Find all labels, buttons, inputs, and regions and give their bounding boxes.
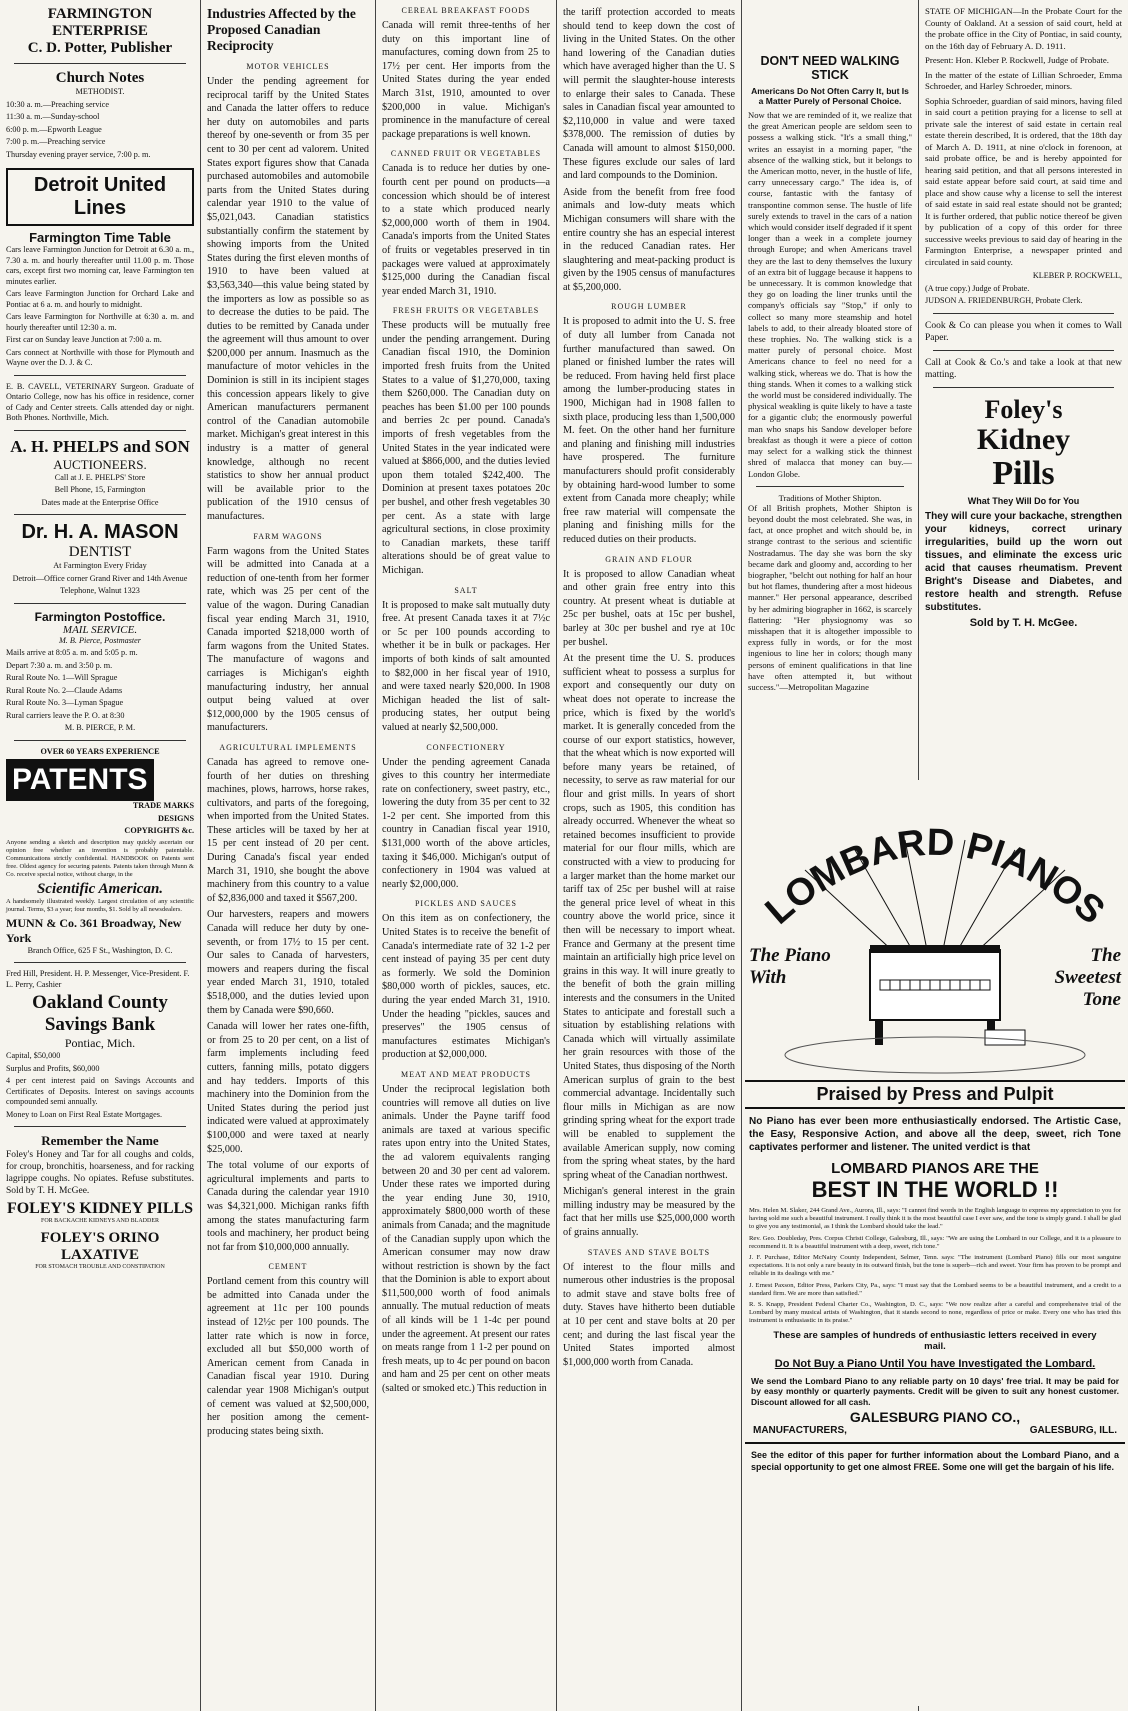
- po-line: M. B. PIERCE, P. M.: [64, 723, 136, 732]
- article-paragraph: Canada will lower her rates one-fifth, or from 25 to 20 per cent, on a list of farm implements including feed cutters, fanning mills, potato diggers and hay tedders. Imports of this machinery into the Dominion from the United States during the period just indicated were valued at approximately $100,000 and were taxed at nearly $25,000.: [207, 1021, 369, 1155]
- foley-pills-line3: Pills: [992, 454, 1055, 492]
- church-line: 7:00 p. m.—Preaching service: [6, 137, 106, 146]
- dul-paragraph: Cars connect at Northville with those for Plymouth and Wayne over the D. J. & C.: [6, 347, 194, 367]
- po-postmaster: M. B. Pierce, Postmaster: [58, 635, 141, 645]
- lombard-testimonial: J. Ernest Paxson, Editor Press, Parkers City, Pa., says: "I must say that the Lombard seems to be a beautiful instrument, and a credit to a standard firm. We are more than satisfied.": [749, 1281, 1121, 1297]
- phelps-sub: AUCTIONEERS.: [53, 456, 147, 472]
- article-paragraph: Of interest to the flour mills and numerous other industries is the proposal to admit stave and stave bolts free of duty. Staves have hitherto been dutiable at 10 per cent and stave bolts at 20 per cent; and during the last fiscal year the United States imported almost $1,000,000 worth from Canada.: [563, 1261, 735, 1368]
- sci-body: A handsomely illustrated weekly. Largest circulation of any scientific journal. Terms, $3 a year; four months, $1. Sold by all newsdealers.: [6, 897, 194, 913]
- bank-money: Money to Loan on First Real Estate Mortgages.: [6, 1109, 162, 1119]
- walking-stick-title: DON'T NEED WALKING STICK: [760, 54, 900, 82]
- article-paragraph: Under the reciprocal legislation both countries will remove all duties on live animals. Under the Payne tariff food animals are taxed at various specific rates upon entry into the United States, the ad valorem equivalents ranging between 20 and 30 per cent ad valorem. Under these rates we imported during the year ending June 30, 1910, approximately $800,000 worth of these animals from Canada; and the magnitude of the Canadian supply upon which the American consumer may now draw without restriction is shown by the fact that the Dominion is able to export about $11,500,000 worth of food animals annually. The mutual reduction of meats of all kinds will be 1 1-4c per pound under the agreement. At present our rates on meats range from 1 1-2 per pound on fresh meats, up to 4c per pound on bacon and ham and 25 per cent on other meats (salted or smoked etc.) This reduction in: [382, 1083, 550, 1395]
- church-denomination: METHODIST.: [75, 87, 125, 96]
- article-paragraph: On this item as on confectionery, the United States is to receive the benefit of Canada's intermediate rate of 32 1-2 per cent instead of paying 35 per cent duty as formerly. We sold the Dominion $80,000 worth of pickles, sauces, etc. during the year ended March 31, 1910. Under the heading "pickles, sauces and preserves" the 1905 census of manufactures estimates Michigan's production at $2,000,000.: [382, 913, 550, 1061]
- patents-body: Anyone sending a sketch and description may quickly ascertain our opinion free whether an invention is probably patentable. Communications strictly confidential. HANDBOOK on Patents sent free. Oldest agency for securing patents. Patents taken through Munn & Co. receive special notice, without charge, in the: [6, 838, 194, 878]
- walking-stick-body: Now that we are reminded of it, we realize that the great American people are seldom seen to possess a walking stick. "It's a small thing," writes an essayist in a morning paper, "the absence of the walking stick, but it belongs to the American motto, never, in the hustle of life, carry unnecessary cargo." The idea is, of course, fantastic with the fantasy of transpontine common sense. The hustle of life surely extends to travel in the cars of a nation which would consider itself degraded if it spent longer than a week in a complete journey through Europe; and when Americans travel they are the last to deny themselves the luxury of an extra bit of luggage because it happens to be unnecessary. It is common knowledge that they go on loading the liner trunks until the company's officials say "Stop," if only to collect so many more steamship and hotel labels to add, to their already bloated store of these trophies. No. The walking stick is a matter purely of personal choice. Most Americans chance to feel no need for a walking stick, whereas we do. That is how the thing stands. When it comes to a walking stick the world must be considered individually. The physical weakling is quite likely to have a taste for a gigantic club; the enormously powerful man who snaps his Sandow developer before breakfast as though it were a piece of cotton may select for a walking stick the thinnest shred of malacca that money can buy.—London Globe.: [748, 110, 912, 479]
- foley-orino-logo: FOLEY'S ORINO LAXATIVE: [40, 1230, 160, 1263]
- section-head: CEMENT: [268, 1262, 308, 1272]
- foley-kidney-logo: FOLEY'S KIDNEY PILLS: [6, 1200, 194, 1217]
- probate-petition: Sophia Schroeder, guardian of said minors, having filed in said court a petition praying for a license to sell at private sale the interest of said estate in certain real estate therein described, It is ordered, that the 18th day of March A. D. 1911, at nine o'clock in forenoon, at said probate office, be and is hereby appointed for hearing said petition, and that all persons interested in said estate appear before said court, at said time and place and show cause why a license to sell the interest of said estate in said real estate should not be granted; It is further ordered, that public notice thereof be given by publication of a copy of this order for three successive weeks previous to said day of hearing in the Farmington Enterprise, a newspaper printed and circulated in said county.: [925, 95, 1122, 267]
- lombard-testimonial: Mrs. Helen M. Slaker, 244 Grand Ave., Aurora, Ill., says: "I cannot find words in the English language to express my appreciation to you for having sold me such a beautiful instrument. I really think it is the most beautiful case I ever saw, and the tone is simply grand. I shall be glad to give you any testimonial, as I think the Lombard should take the lead.": [749, 1207, 1121, 1231]
- bank-capital: Capital, $50,000: [6, 1051, 61, 1060]
- po-line: Depart 7:30 a. m. and 3:50 p. m.: [6, 660, 113, 670]
- phelps-line: Bell Phone, 15, Farmington: [54, 485, 146, 494]
- lombard-send: We send the Lombard Piano to any reliable party on 10 days' free trial. It may be paid for by easy monthly or quarterly payments. Credit will be given to suit any honest customer. Discount allowed for all cash.: [751, 1375, 1119, 1407]
- patents-tm: DESIGNS: [158, 813, 194, 823]
- dul-paragraph: Cars leave Farmington Junction for Detroit at 6.30 a. m., 7.30 a. m. and hourly thereafter until 11.00 p. m. Those cars, except first two morning car, leave Farmington ten minutes earlier.: [6, 245, 194, 286]
- section-head: CONFECTIONERY: [426, 742, 506, 752]
- lombard-samples: These are samples of hundreds of enthusiastic letters received in every mail.: [773, 1329, 1097, 1352]
- church-line: 6:00 p. m.—Epworth League: [6, 124, 102, 134]
- sci-am: Scientific American.: [36, 880, 164, 897]
- phelps-title: A. H. PHELPS and SON: [10, 436, 190, 456]
- dul-paragraph: Cars leave Farmington for Northville at 6:30 a. m. and hourly thereafter until 12:30 a. m.: [6, 312, 194, 332]
- column-2: [201, 0, 375, 1711]
- po-title: Farmington Postoffice.: [34, 609, 166, 624]
- mason-title: Dr. H. A. MASON: [21, 521, 179, 543]
- bank-interest: 4 per cent interest paid on Savings Accounts and Certificates of Deposits. Interest on savings accounts compounded semi annually.: [6, 1076, 194, 1106]
- probate-sig3: JUDSON A. FRIEDENBURGH, Probate Clerk.: [925, 296, 1083, 305]
- church-line: 10:30 a. m.—Preaching service: [6, 99, 109, 109]
- lombard-ad: [745, 780, 1125, 1706]
- section-head: MEAT AND MEAT PRODUCTS: [401, 1069, 531, 1079]
- foley-pills-line2: Kidney: [976, 422, 1071, 456]
- probate-estate: In the matter of the estate of Lillian Schroeder, Emma Schroeder, and Harley Schroeder, minors.: [925, 69, 1122, 91]
- dul-subtitle: Farmington Time Table: [29, 230, 171, 245]
- foley-kidney-sub: FOR BACKACHE KIDNEYS AND BLADDER: [40, 1218, 159, 1224]
- lombard-title: LOMBARD PIANOS: [757, 821, 1113, 933]
- article-paragraph: Under the pending agreement Canada gives to this country her intermediate rate on confectionery, sweet pastry, etc., lowering the duty from 35 per cent to 32 1-2 per cent. She imported from this country in Canadian fiscal year 1910, $131,000 worth of the above articles, taxing it $46,000. Michigan's output of confectionery in 1904 was valued at nearly $2,000,000.: [382, 756, 550, 890]
- article-paragraph: Under the pending agreement for reciprocal tariff by the United States and Canada the latter offers to reduce her duty on automobiles and parts thereof by one-seventh or from 35 per cent to 30 per cent ad valorem. United States export figures show that Canada purchased automobiles and automobile parts from the United States during calendar year 1910 to the value of $5,021,043. Canadian statistics substantially confirm the statement by showing imports from the United States during the first eleven months of 1910 to have been valued at $3,563,340—this value being stated by the importers as low as possible so as to decrease the duties to be paid. The duties to be remitted by Canada under the agreement will thus amount to over $200,000 per annum. Inasmuch as the manufacture of motor vehicles in the Dominion is still in its incipient stages this concession appears likely to give American manufacturers permanent control of the Canadian automobile market. Michigan's great interest in this industry is a matter of general knowledge, although no recent statistics to show her annual product will be available prior to the publication of the 1910 census of manufactures.: [207, 76, 369, 522]
- walking-stick-deck: Americans Do Not Often Carry It, but Is a Matter Purely of Personal Choice.: [751, 86, 909, 106]
- column-6: [919, 0, 1128, 760]
- column-3: [376, 0, 556, 1711]
- lombard-testimonial: R. S. Knapp, President Federal Charter Co., Washington, D. C., says: "We now realize after a careful and comprehensive trial of the Lombard by many musical artists of Washington, that it stands second to none, regardless of price or make. Every one who has tried this instrument is enthusiastic in its praise.": [749, 1301, 1121, 1325]
- section-head: STAVES AND STAVE BOLTS: [587, 1247, 711, 1257]
- lombard-best-1: LOMBARD PIANOS ARE THE: [831, 1160, 1039, 1177]
- church-line: Thursday evening prayer service, 7:00 p. m.: [6, 149, 151, 159]
- munn-addr: 361 Broadway, New York: [6, 915, 182, 945]
- lombard-testimonial: J. F. Purchase, Editor McNairy County Independent, Selmer, Tenn. says: "The instrument (Lombard Piano) fills our most sanguine expectations. It is not only a rare beauty in its outward finish, but the tone is superb—rich and sweet. Your firm has proven to be prompt and reliable in its dealings with me.": [749, 1254, 1121, 1278]
- section-head: AGRICULTURAL IMPLEMENTS: [219, 742, 357, 752]
- bank-officers: Fred Hill, President. H. P. Messenger, Vice-President. F. L. Perry, Cashier: [6, 969, 190, 989]
- foley-pills-body: They will cure your backache, strengthen your kidneys, correct urinary irregularities, build up the worn out tissues, and eliminate the excess uric acid that causes rheumatism. Prevent Bright's Disease and Diabetes, and restore health and strength. Refuse substitutes.: [925, 510, 1122, 613]
- lombard-right: The Sweetest Tone: [1054, 945, 1121, 1010]
- mason-sub: DENTIST: [68, 544, 132, 560]
- svg-text:LOMBARD PIANOS: [758, 822, 1113, 933]
- lombard-company: GALESBURG PIANO CO.,: [849, 1409, 1021, 1426]
- foley-pills-line1: Foley's: [984, 394, 1063, 424]
- cook-ad-1: Cook & Co can please you when it comes to Wall Paper.: [925, 320, 1122, 343]
- dul-paragraph: Cars leave Farmington Junction for Orchard Lake and Pontiac at 6 a. m. and hourly to midnight.: [6, 289, 194, 309]
- section-head: PICKLES AND SAUCES: [414, 899, 517, 909]
- article-title: Industries Affected by the Proposed Canadian Reciprocity: [207, 6, 356, 53]
- bank-name: Oakland County Savings Bank: [32, 992, 168, 1035]
- article-paragraph: Our harvesters, reapers and mowers Canada will reduce her duty by one-seventh, or from 17½ to 15 per cent. Our sales to Canada of harvesters, mowers and reapers during the fiscal year ended March 31, 1910, totaled $518,000, and the duties levied upon them by Canada were $90,660.: [207, 909, 369, 1016]
- section-head: CANNED FRUIT OR VEGETABLES: [390, 149, 542, 159]
- foley-pills-tag: What They Will Do for You: [967, 495, 1080, 506]
- munn: MUNN & Co.: [6, 915, 77, 930]
- po-line: Rural carriers leave the P. O. at 8:30: [6, 710, 125, 720]
- po-sub: MAIL SERVICE.: [62, 623, 138, 636]
- cook-ad-2: Call at Cook & Co.'s and take a look at that new matting.: [925, 357, 1122, 380]
- dul-paragraph: First car on Sunday leave Junction at 7:00 a. m.: [6, 335, 162, 344]
- po-line: Rural Route No. 3—Lyman Spague: [6, 698, 124, 707]
- foley-orino-sub: FOR STOMACH TROUBLE AND CONSTIPATION: [35, 1264, 165, 1270]
- dul-title: Detroit United Lines: [6, 168, 194, 226]
- masthead-publisher: C. D. Potter, Publisher: [27, 40, 173, 56]
- mason-line: Detroit—Office corner Grand River and 14th Avenue: [12, 573, 188, 583]
- section-head: SALT: [454, 585, 478, 595]
- probate-sig: KLEBER P. ROCKWELL,: [1032, 271, 1122, 280]
- lombard-city: GALESBURG, ILL.: [1029, 1425, 1117, 1437]
- remember-body: Foley's Honey and Tar for all coughs and colds, for croup, bronchitis, hoarseness, and for racking lagrippe coughs. No opiates. Refuse substitutes. Sold by T. H. McGee.: [6, 1150, 194, 1196]
- lombard-praised: Praised by Press and Pulpit: [745, 1080, 1125, 1109]
- shipton-body: Of all British prophets, Mother Shipton is beyond doubt the most celebrated. She was, in fact, at once prophet and witch should be, in strange contrast to the serious and scientific Nostradamus. The day she was born the sky became dark and gloomy and, according to her biographer, "belcht out nothing for half an hour but hot flames, thundering after a most hideous manner." Her personal appearance, described by her admiring biographer in 1662, is scarcely flattering: "Her physiognomy was so misshapen that it is altogether impossible to express fully in words, or for the most ingenious to line her in colors; though many persons of eminent qualifications in that line have often attempted it, but without success."—Metropolitan Magazine: [748, 502, 912, 692]
- article-paragraph: Canada will remit three-tenths of her duty on this important line of manufactures, coming down from 25 to 17½ per cent. Her imports from the United States during the year ended March 31st, 1910, amounted to over $200,000 in value. Michigan's prominence in the manufacture of cereal package preparations is well known.: [382, 20, 550, 140]
- section-head: FRESH FRUITS OR VEGETABLES: [392, 306, 540, 316]
- section-head: GRAIN AND FLOUR: [605, 554, 693, 564]
- article-paragraph: Canada has agreed to remove one-fourth of her duties on threshing machines, plows, harrows, horse rakes, cultivators, and parts of the foregoing, when imported from the United States. These articles will be taxed by her at 15 per cent instead of 20 per cent. During Canada's fiscal year ended March 31, 1910, she bought the above machinery from this country to a value of $2,836,000 and taxed it $567,200.: [207, 756, 369, 904]
- section-head: MOTOR VEHICLES: [246, 62, 330, 71]
- article-paragraph: the tariff protection accorded to meats should tend to keep down the cost of living in the United States. On the other hand lowering of the Canadian duties which have averaged higher than the U. S will permit the slaughter-house interests to enlarge their sales to Canada. These sales in Canadian fiscal year amounted to $2,110,000 in value and were taxed $378,000. The remission of duties by Canada will amount to almost $150,000. These figures exclude our sales of lard and lard compounds to the Dominion.: [563, 7, 735, 182]
- lombard-mfr: MANUFACTURERS,: [753, 1425, 847, 1437]
- column-5: [742, 0, 918, 760]
- article-paragraph: These products will be mutually free under the pending arrangement. During Canadian fiscal 1910, the Dominion imported fresh fruits from the United States to a value of $1,270,000, taxing them $260,000. The Canadian duty on peaches has been $1.00 per 100 pounds and berries 2c per pound. Canada's imports of fresh vegetables from the United States in the year indicated were valued at $866,000, and the duties levied upon them totaled $242,400. The Dominion at present taxes potatoes 20c per bushel, and other fresh vegetables 30 per cent. As a state with large agricultural sections, in close proximity to Canadian markets, these tariff alterations should be of great value to Michigan.: [382, 320, 550, 576]
- article-paragraph: Canada is to reduce her duties by one-fourth cent per pound on products—a concession which should be of interest to a state which produced nearly $2,000,000 worth of them in 1904. Canada's imports from the United States of fruits or vegetables preserved in tin packages were valued at approximately $125,000 during the Canadian fiscal year ended March 31, 1910.: [382, 163, 550, 297]
- column-4: [557, 0, 741, 1711]
- patents-top: OVER 60 YEARS EXPERIENCE: [40, 746, 160, 756]
- cavell-notice: E. B. CAVELL, VETERINARY Surgeon. Graduate of Ontario College, now has his office in residence, corner of Cady and Center streets. Calls attended day or night. Both Phones. Northville, Mich.: [6, 381, 194, 422]
- patents-ad: [6, 747, 194, 957]
- section-head: ROUGH LUMBER: [611, 302, 687, 312]
- mason-line: Telephone, Walnut 1323: [60, 586, 140, 595]
- shipton-title: Traditions of Mother Shipton.: [778, 492, 882, 503]
- phelps-line: Call at J. E. PHELPS' Store: [54, 472, 146, 482]
- lombard-dont-buy: Do Not Buy a Piano Until You have Investigated the Lombard.: [774, 1357, 1096, 1370]
- foley-pills-sold: Sold by T. H. McGee.: [969, 616, 1078, 629]
- article-paragraph: It is proposed to admit into the U. S. free of duty all lumber from Canada not further manufactured than sawed. On planed or finished lumber the rates will be reduced. From having held first place among the lumber-producing states in 1900, Michigan had in 1908 fallen to sixth place, producing less than 1,500,000 M. feet. On the other hand her furniture and planing and finishing mill industries have prospered. The furniture manufacturers should profit considerably by obtaining hard-wood lumber to some extent from Canada more cheaply; while free raw material will compensate the planing and finishing mills for the reduced duties on their products.: [563, 316, 735, 545]
- munn-branch: Branch Office, 625 F St., Washington, D. C.: [27, 945, 173, 955]
- article-paragraph: The total volume of our exports of agricultural implements and parts to Canada during the calendar year 1910 was $4,321,000. Michigan ranks fifth among the states manufacturing farm tools and machinery, her product being not far from $10,000,000 annually.: [207, 1160, 369, 1253]
- section-head: CEREAL BREAKFAST FOODS: [401, 6, 531, 15]
- article-paragraph: Farm wagons from the United States will be admitted into Canada at a reduction of one-tenth from her former rate, which was 25 per cent of the value of the wagon. During Canadian fiscal year ending March 31, 1910, Canada imported $218,000 worth of farm wagons from the United States. The manufacture of wagons and carriages is Michigan's eighth manufacturing industry, her annual output being valued at over $12,000,000 by the 1905 census of manufacturers.: [207, 545, 369, 734]
- bank-surplus: Surplus and Profits, $60,000: [6, 1063, 100, 1073]
- church-line: 11:30 a. m.—Sunday-school: [6, 112, 100, 121]
- po-line: Rural Route No. 2—Claude Adams: [6, 685, 123, 695]
- lombard-testimonial: Rev. Geo. Doubleday, Pres. Corpus Christi College, Galesburg, Ill., says: "We are using the Lombard in our College, and it is a pleasure to recommend it. It is a beautiful instrument with a deep, sweet, rich tone.": [749, 1234, 1121, 1250]
- lombard-best-2: BEST IN THE WORLD !!: [811, 1177, 1059, 1202]
- mason-line: At Farmington Every Friday: [53, 561, 147, 570]
- phelps-line: Dates made at the Enterprise Office: [41, 497, 159, 507]
- lombard-intro: No Piano has ever been more enthusiastically endorsed. The Artistic Case, the Easy, Responsive Action, and above all the deep, sweet, rich Tone captivates performer and listener. The united verdict is that: [749, 1116, 1121, 1153]
- patents-word: PATENTS: [6, 759, 154, 801]
- probate-sig2: (A true copy.) Judge of Probate.: [925, 283, 1030, 293]
- article-paragraph: Aside from the benefit from free food animals and low-duty meats which Michigan consumers will share with the entire country she has an especial interest in the reduced Canadian rates. Her slaughtering and meat-packing product is given by the 1905 census of manufactures at $5,200,000.: [563, 186, 735, 293]
- article-paragraph: At the present time the U. S. produces sufficient wheat to possess a surplus for export and consequently our duty on wheat does not operate to increase the price, which is fixed by the world's market. It is generally conceded from the course of our export statistics, however, that the wheat which is now exported will before many years be retained, of necessity, to serve as raw material for our flour and grist mills. In years of short crops, such as 1905, this condition has already occurred. Whenever the wheat so retained becomes insufficient to provide material for our flour mills, which are constructed with a view to producing for a larger market than the home market our tariff tax of 25c per bushel will at raise the general price level of wheat in this country above the world price, since it then will be necessary to import wheat. France and Germany at the present time maintain an artificially high price level on grains in this way. It will inure greatly to the benefit of both the grain milling interests and the consumers in the United States to anticipate and forestall such a situation by establishing relations with Canada which will virtually assimilate her grain resources with those of the United States, thus disposing of the North American surplus of grain to the best commercial advantage. Incidentally such flour mills in Michigan as are now grinding spring wheat for the export trade will be enabled to supplement the available American supply, now coming from the spring wheat states, by the hard spring wheat of the Canadian northwest.: [563, 653, 735, 1181]
- column-1: [0, 0, 200, 1711]
- po-line: Rural Route No. 1—Will Sprague: [6, 673, 118, 682]
- article-paragraph: It is proposed to allow Canadian wheat and other grain free entry into this country. At present wheat is dutiable at 25c per bushel, oats at 15c per bushel, barley at 30c per bushel and rye at 10c per bushel.: [563, 568, 735, 648]
- article-paragraph: Portland cement from this country will be admitted into Canada under the agreement at 11c per 100 pounds instead of 12½c per 100 pounds. The latter rate which is now in force, excluded all but $50,000 worth of American cement from Canada in Canadian fiscal year 1910. During calendar year 1908 Michigan's output of cement was valued at $2,500,000, her position among the cement-producing states being sixth.: [207, 1276, 369, 1437]
- probate-present: Present: Hon. Kleber P. Rockwell, Judge of Probate.: [925, 55, 1109, 65]
- po-line: Mails arrive at 8:05 a. m. and 5:05 p. m.: [6, 648, 138, 657]
- lombard-see-editor: See the editor of this paper for further information about the Lombard Piano, and a special opportunity to get one almost FREE. Some one will get the bargain of his life.: [751, 1450, 1119, 1472]
- patents-tm: TRADE MARKS: [132, 801, 194, 810]
- article-paragraph: Michigan's general interest in the grain milling industry may be measured by the fact that her mills use $25,000,000 worth of grains annually.: [563, 1186, 735, 1239]
- church-notes-title: Church Notes: [55, 70, 145, 86]
- section-head: FARM WAGONS: [253, 531, 323, 541]
- masthead-title: FARMINGTON ENTERPRISE: [47, 6, 153, 39]
- bank-place: Pontiac, Mich.: [64, 1036, 136, 1050]
- article-paragraph: It is proposed to make salt mutually duty free. At present Canada taxes it at 7½c or 5c per 100 pounds according to whether it be in bulk or packages. Her imports of both kinds of salt amounted to $82,000 in her fiscal year of 1910, and were taxed nearly $20,000. In 1908 Michigan headed the list of salt-producing states, her output being valued at nearly $2,500,000.: [382, 599, 550, 733]
- remember-title: Remember the Name: [41, 1133, 159, 1148]
- lombard-left: The Piano With: [749, 945, 831, 988]
- patents-tm: COPYRIGHTS &c.: [124, 826, 194, 835]
- probate-notice: STATE OF MICHIGAN—In the Probate Court for the County of Oakland. At a session of said court, held at the probate office in the City of Pontiac, in said county, on the 16th day of February A. D. 1911.: [925, 6, 1122, 51]
- lombard-illustration: [745, 780, 1125, 1080]
